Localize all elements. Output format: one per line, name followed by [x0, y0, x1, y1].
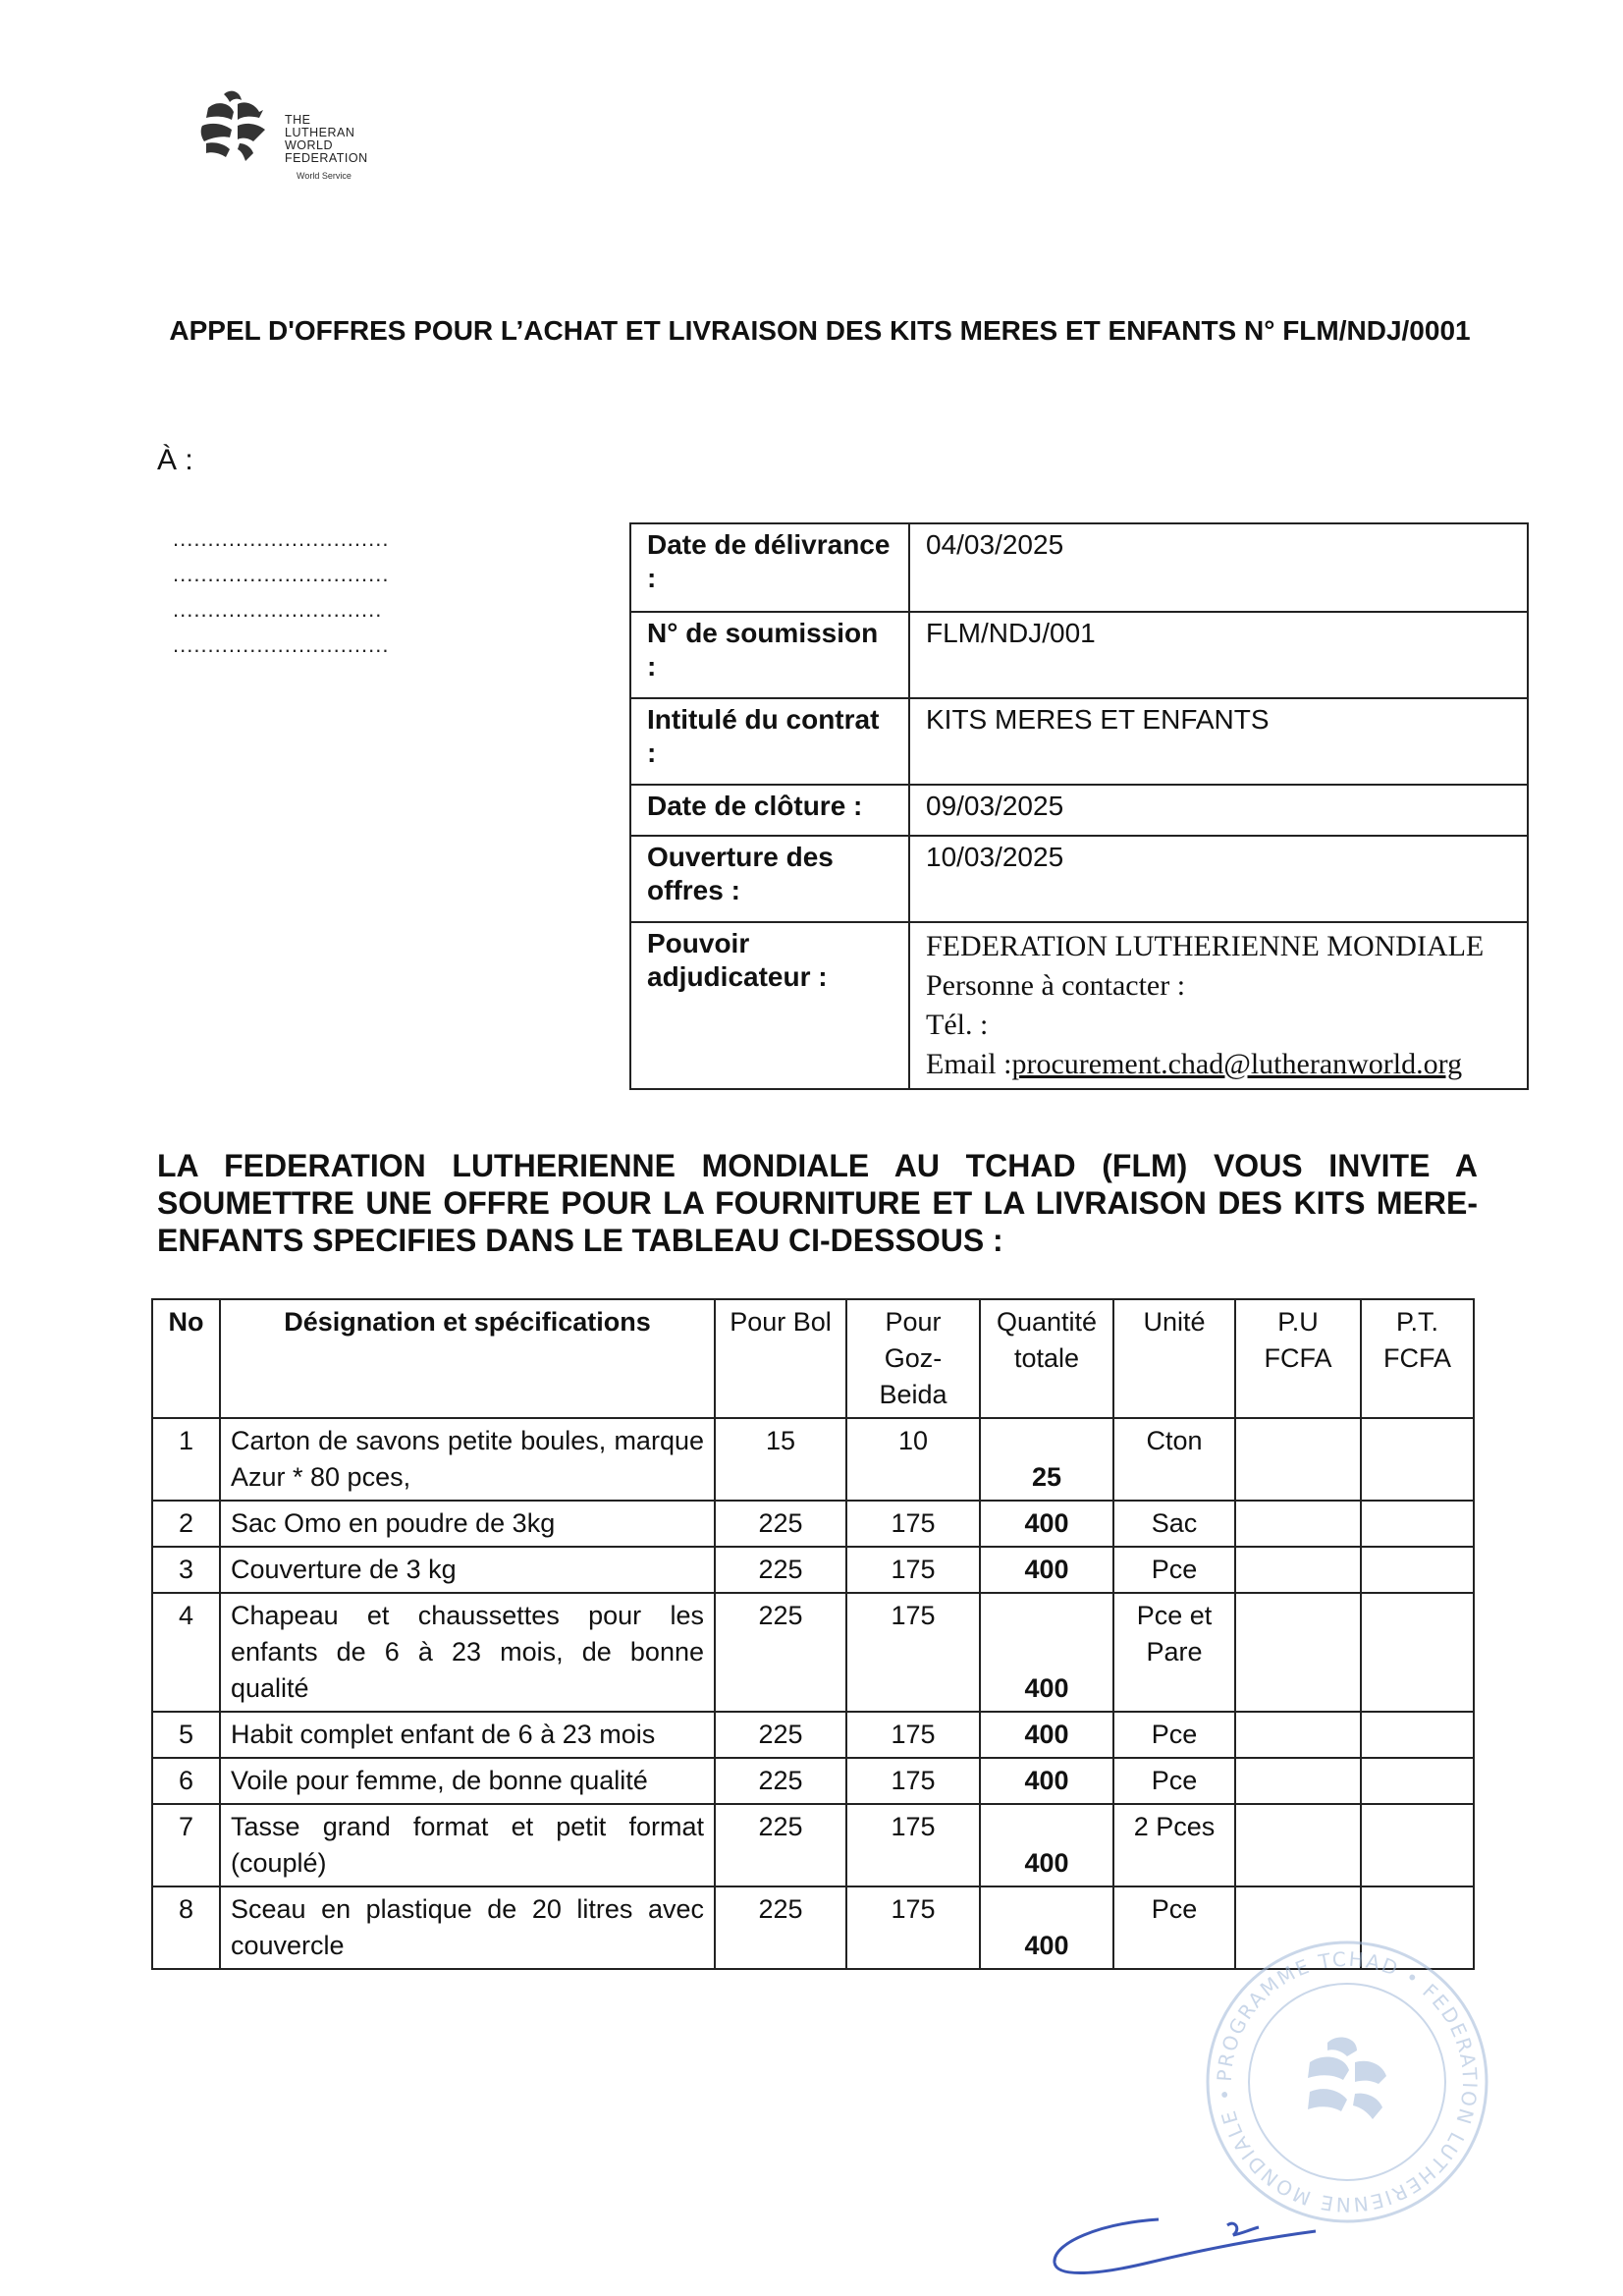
contact-person: Personne à contacter :	[926, 969, 1186, 1002]
recipient-label: À :	[157, 444, 193, 476]
item-qty-bol: 225	[715, 1501, 846, 1547]
col-qty: Quantité totale	[980, 1299, 1113, 1418]
item-no: 7	[152, 1804, 220, 1886]
item-designation: Carton de savons petite boules, marque Azur * 80 pces,	[220, 1418, 715, 1501]
item-qty-bol: 225	[715, 1758, 846, 1804]
item-qty-total: 400	[980, 1593, 1113, 1712]
item-qty-goz: 175	[846, 1501, 980, 1547]
contract-value: KITS MERES ET ENFANTS	[909, 698, 1528, 785]
item-row	[152, 1547, 1474, 1593]
item-unit-price	[1235, 1712, 1361, 1758]
submission-label: N° de soumission :	[630, 612, 909, 698]
tender-info-table	[629, 522, 1529, 1090]
item-qty-bol: 225	[715, 1593, 846, 1712]
authority-value	[909, 922, 1528, 1089]
item-no: 2	[152, 1501, 220, 1547]
item-designation: Chapeau et chaussettes pour les enfants de 6 à 23 mois, de bonne qualité	[220, 1593, 715, 1712]
col-unit: Unité	[1113, 1299, 1235, 1418]
item-unit: Cton	[1113, 1418, 1235, 1501]
recipient-line: ...............................	[173, 526, 390, 551]
col-bol: Pour Bol	[715, 1299, 846, 1418]
info-row-submission	[630, 612, 1528, 698]
item-row	[152, 1804, 1474, 1886]
item-total-price	[1361, 1712, 1474, 1758]
item-unit: Pce	[1113, 1712, 1235, 1758]
logo-line: WORLD	[285, 138, 334, 152]
logo-line: THE	[285, 113, 311, 127]
svg-text:PROGRAMME TCHAD • FEDERATION L	[1213, 1947, 1482, 2217]
item-total-price	[1361, 1418, 1474, 1501]
item-qty-bol: 225	[715, 1712, 846, 1758]
recipient-line: ..............................	[173, 597, 383, 622]
lwf-emblem-icon	[194, 86, 277, 165]
contact-email	[926, 1045, 1511, 1084]
info-row-contract	[630, 698, 1528, 785]
item-unit-price	[1235, 1501, 1361, 1547]
item-unit: Sac	[1113, 1501, 1235, 1547]
item-qty-goz: 175	[846, 1886, 980, 1969]
authority-label: Pouvoir adjudicateur :	[630, 922, 909, 1089]
item-unit: Pce	[1113, 1758, 1235, 1804]
item-qty-total: 400	[980, 1712, 1113, 1758]
item-total-price	[1361, 1547, 1474, 1593]
item-unit: 2 Pces	[1113, 1804, 1235, 1886]
official-stamp	[1200, 1935, 1494, 2229]
issue-date-label: Date de délivrance :	[630, 523, 909, 612]
item-total-price	[1361, 1758, 1474, 1804]
stamp-emblem-icon	[1308, 2037, 1386, 2119]
item-qty-total: 400	[980, 1886, 1113, 1969]
item-qty-total: 400	[980, 1501, 1113, 1547]
submission-value: FLM/NDJ/001	[909, 612, 1528, 698]
item-no: 5	[152, 1712, 220, 1758]
lwf-logo	[194, 86, 391, 214]
authority-name: FEDERATION LUTHERIENNE MONDIALE	[926, 930, 1485, 962]
items-body	[152, 1418, 1474, 1969]
item-qty-total: 400	[980, 1758, 1113, 1804]
document-title: APPEL D'OFFRES POUR L’ACHAT ET LIVRAISON DES KITS MERES ET ENFANTS N° FLM/NDJ/0001	[169, 315, 1471, 346]
col-pu: P.U FCFA	[1235, 1299, 1361, 1418]
opening-value: 10/03/2025	[909, 836, 1528, 922]
info-row-closing	[630, 785, 1528, 836]
item-unit: Pce	[1113, 1547, 1235, 1593]
item-unit-price	[1235, 1758, 1361, 1804]
item-designation: Tasse grand format et petit format (couplé)	[220, 1804, 715, 1886]
item-row	[152, 1712, 1474, 1758]
item-qty-goz: 175	[846, 1712, 980, 1758]
col-no: No	[152, 1299, 220, 1418]
item-unit: Pce	[1113, 1886, 1235, 1969]
item-row	[152, 1418, 1474, 1501]
item-row	[152, 1501, 1474, 1547]
info-row-authority	[630, 922, 1528, 1089]
item-total-price	[1361, 1593, 1474, 1712]
item-qty-goz: 175	[846, 1547, 980, 1593]
stamp-text: PROGRAMME TCHAD • FEDERATION LUTHERIENNE MONDIALE •	[1212, 1946, 1483, 2217]
item-unit-price	[1235, 1593, 1361, 1712]
item-qty-goz: 175	[846, 1804, 980, 1886]
col-pt: P.T. FCFA	[1361, 1299, 1474, 1418]
email-link[interactable]: procurement.chad@lutheranworld.org	[1011, 1048, 1463, 1080]
logo-line: LUTHERAN	[285, 126, 355, 139]
closing-value: 09/03/2025	[909, 785, 1528, 836]
opening-label: Ouverture des offres :	[630, 836, 909, 922]
col-designation: Désignation et spécifications	[220, 1299, 715, 1418]
item-designation: Voile pour femme, de bonne qualité	[220, 1758, 715, 1804]
item-no: 6	[152, 1758, 220, 1804]
item-qty-total: 400	[980, 1804, 1113, 1886]
item-unit-price	[1235, 1547, 1361, 1593]
signature	[1041, 2200, 1335, 2288]
email-prefix: Email :	[926, 1048, 1012, 1080]
item-qty-goz: 175	[846, 1758, 980, 1804]
item-row	[152, 1758, 1474, 1804]
item-no: 1	[152, 1418, 220, 1501]
item-designation: Couverture de 3 kg	[220, 1547, 715, 1593]
items-header-row	[152, 1299, 1474, 1418]
logo-wordmark	[285, 114, 368, 165]
item-qty-goz: 10	[846, 1418, 980, 1501]
closing-label: Date de clôture :	[630, 785, 909, 836]
item-qty-goz: 175	[846, 1593, 980, 1712]
item-qty-bol: 225	[715, 1886, 846, 1969]
item-qty-total: 400	[980, 1547, 1113, 1593]
info-row-issue-date	[630, 523, 1528, 612]
item-qty-total: 25	[980, 1418, 1113, 1501]
invitation-text: LA FEDERATION LUTHERIENNE MONDIALE AU TCHAD (FLM) VOUS INVITE A SOUMETTRE UNE OFFRE POUR LA FOURNITURE ET LA LIVRAISON DES KITS MERE-ENFANTS SPECIFIES DANS LE TABLEAU CI-DESSOUS :	[157, 1148, 1478, 1258]
contract-label: Intitulé du contrat :	[630, 698, 909, 785]
item-qty-bol: 225	[715, 1547, 846, 1593]
item-qty-bol: 225	[715, 1804, 846, 1886]
recipient-line: ...............................	[173, 632, 390, 657]
item-total-price	[1361, 1804, 1474, 1886]
item-unit: Pce et Pare	[1113, 1593, 1235, 1712]
item-no: 8	[152, 1886, 220, 1969]
col-goz: Pour Goz-Beida	[846, 1299, 980, 1418]
item-designation: Habit complet enfant de 6 à 23 mois	[220, 1712, 715, 1758]
item-total-price	[1361, 1501, 1474, 1547]
logo-line: FEDERATION	[285, 151, 368, 165]
info-row-opening	[630, 836, 1528, 922]
contact-tel: Tél. :	[926, 1009, 989, 1041]
item-designation: Sceau en plastique de 20 litres avec couvercle	[220, 1886, 715, 1969]
item-designation: Sac Omo en poudre de 3kg	[220, 1501, 715, 1547]
item-row	[152, 1593, 1474, 1712]
item-unit-price	[1235, 1418, 1361, 1501]
item-no: 3	[152, 1547, 220, 1593]
item-qty-bol: 15	[715, 1418, 846, 1501]
item-no: 4	[152, 1593, 220, 1712]
recipient-line: ...............................	[173, 562, 390, 586]
items-table	[151, 1298, 1475, 1970]
logo-service: World Service	[297, 171, 352, 181]
item-unit-price	[1235, 1804, 1361, 1886]
issue-date-value: 04/03/2025	[909, 523, 1528, 612]
